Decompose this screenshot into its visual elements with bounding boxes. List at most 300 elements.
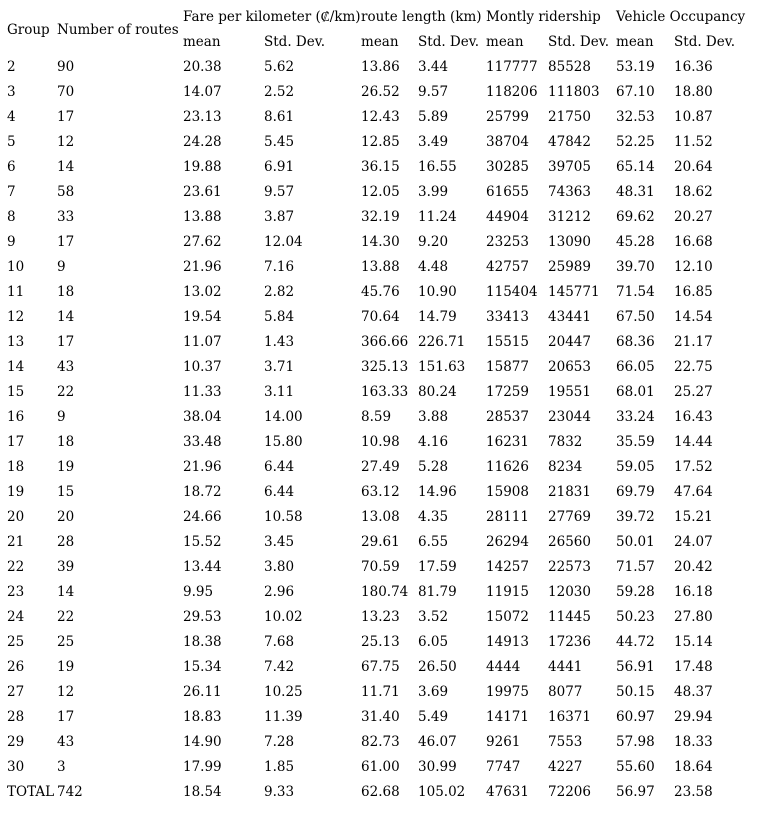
cell-fare-std: 6.91 (264, 159, 295, 175)
cell-occupancy-mean: 68.36 (616, 334, 655, 350)
cell-ridership-mean: 117777 (486, 59, 538, 75)
cell-ridership-mean: 15908 (486, 484, 529, 500)
table-header (0, 5, 760, 55)
cell-routes: 43 (57, 734, 75, 750)
cell-occupancy-std: 10.87 (674, 109, 713, 125)
cell-length-std: 4.48 (418, 259, 449, 275)
cell-fare-mean: 27.62 (183, 234, 222, 250)
cell-fare-mean: 15.34 (183, 659, 222, 675)
subheader-fare-mean: mean (183, 34, 221, 50)
cell-ridership-mean: 25799 (486, 109, 529, 125)
table-row (0, 55, 760, 80)
cell-occupancy-std: 29.94 (674, 709, 713, 725)
cell-length-std: 151.63 (418, 359, 466, 375)
cell-length-mean: 12.85 (361, 134, 400, 150)
cell-length-std: 9.57 (418, 84, 449, 100)
cell-length-std: 14.79 (418, 309, 457, 325)
cell-fare-mean: 20.38 (183, 59, 222, 75)
cell-routes: 9 (57, 409, 66, 425)
table-row (0, 580, 760, 605)
cell-routes: 25 (57, 634, 75, 650)
cell-ridership-std: 7553 (548, 734, 583, 750)
cell-fare-mean: 18.54 (183, 784, 222, 800)
cell-length-mean: 14.30 (361, 234, 400, 250)
cell-occupancy-std: 24.07 (674, 534, 713, 550)
cell-occupancy-std: 47.64 (674, 484, 713, 500)
cell-length-mean: 31.40 (361, 709, 400, 725)
cell-ridership-std: 21831 (548, 484, 591, 500)
table-body (0, 55, 760, 805)
cell-routes: 39 (57, 559, 75, 575)
cell-ridership-std: 85528 (548, 59, 591, 75)
cell-routes: 70 (57, 84, 75, 100)
cell-length-std: 4.35 (418, 509, 449, 525)
cell-ridership-mean: 115404 (486, 284, 538, 300)
cell-fare-std: 1.43 (264, 334, 295, 350)
cell-ridership-std: 4441 (548, 659, 583, 675)
cell-fare-mean: 9.95 (183, 584, 214, 600)
header-vehicle-occupancy: Vehicle Occupancy (616, 9, 746, 25)
cell-group: 2 (7, 59, 16, 75)
cell-routes: 33 (57, 209, 75, 225)
cell-occupancy-mean: 35.59 (616, 434, 655, 450)
cell-group: 10 (7, 259, 25, 275)
cell-group: 30 (7, 759, 25, 775)
cell-ridership-mean: 26294 (486, 534, 529, 550)
cell-occupancy-mean: 59.28 (616, 584, 655, 600)
cell-occupancy-std: 22.75 (674, 359, 713, 375)
cell-group: 24 (7, 609, 25, 625)
cell-length-mean: 180.74 (361, 584, 409, 600)
cell-ridership-std: 8234 (548, 459, 583, 475)
table-row (0, 205, 760, 230)
cell-fare-mean: 24.66 (183, 509, 222, 525)
cell-ridership-std: 26560 (548, 534, 591, 550)
cell-fare-std: 5.45 (264, 134, 295, 150)
cell-fare-mean: 15.52 (183, 534, 222, 550)
cell-fare-std: 3.80 (264, 559, 295, 575)
cell-fare-std: 3.45 (264, 534, 295, 550)
table-row (0, 705, 760, 730)
cell-ridership-std: 20447 (548, 334, 591, 350)
cell-group: 6 (7, 159, 16, 175)
cell-ridership-std: 16371 (548, 709, 591, 725)
cell-occupancy-std: 16.85 (674, 284, 713, 300)
cell-fare-std: 3.71 (264, 359, 295, 375)
cell-length-mean: 62.68 (361, 784, 400, 800)
cell-ridership-std: 23044 (548, 409, 591, 425)
cell-occupancy-std: 15.21 (674, 509, 713, 525)
cell-group: 11 (7, 284, 25, 300)
cell-fare-std: 7.42 (264, 659, 295, 675)
cell-group: 28 (7, 709, 25, 725)
cell-length-mean: 70.64 (361, 309, 400, 325)
cell-occupancy-mean: 55.60 (616, 759, 655, 775)
cell-occupancy-mean: 66.05 (616, 359, 655, 375)
cell-fare-mean: 10.37 (183, 359, 222, 375)
cell-ridership-std: 7832 (548, 434, 583, 450)
cell-length-mean: 8.59 (361, 409, 392, 425)
cell-fare-std: 14.00 (264, 409, 303, 425)
cell-ridership-mean: 42757 (486, 259, 529, 275)
table-row (0, 755, 760, 780)
cell-routes: 20 (57, 509, 75, 525)
cell-fare-std: 5.84 (264, 309, 295, 325)
cell-occupancy-mean: 50.23 (616, 609, 655, 625)
cell-fare-std: 7.16 (264, 259, 295, 275)
table-row (0, 655, 760, 680)
cell-occupancy-mean: 52.25 (616, 134, 655, 150)
cell-occupancy-std: 20.42 (674, 559, 713, 575)
cell-length-std: 6.55 (418, 534, 449, 550)
cell-length-std: 14.96 (418, 484, 457, 500)
cell-length-mean: 325.13 (361, 359, 409, 375)
cell-ridership-mean: 4444 (486, 659, 521, 675)
cell-fare-mean: 23.13 (183, 109, 222, 125)
cell-routes: 742 (57, 784, 83, 800)
cell-fare-mean: 14.07 (183, 84, 222, 100)
cell-length-std: 3.49 (418, 134, 449, 150)
routes-statistics-table (0, 5, 760, 805)
table-row (0, 305, 760, 330)
header-row-top (0, 5, 760, 30)
cell-length-mean: 12.43 (361, 109, 400, 125)
cell-group: 3 (7, 84, 16, 100)
cell-occupancy-std: 14.44 (674, 434, 713, 450)
cell-length-mean: 10.98 (361, 434, 400, 450)
table-row (0, 230, 760, 255)
cell-ridership-std: 111803 (548, 84, 600, 100)
cell-ridership-mean: 44904 (486, 209, 529, 225)
cell-occupancy-std: 23.58 (674, 784, 713, 800)
cell-group: 9 (7, 234, 16, 250)
cell-occupancy-mean: 45.28 (616, 234, 655, 250)
cell-length-mean: 13.23 (361, 609, 400, 625)
cell-ridership-std: 20653 (548, 359, 591, 375)
cell-occupancy-std: 17.48 (674, 659, 713, 675)
cell-group: 16 (7, 409, 25, 425)
cell-fare-std: 6.44 (264, 484, 295, 500)
cell-length-std: 30.99 (418, 759, 457, 775)
header-monthly-ridership: Montly ridership (486, 9, 601, 25)
cell-occupancy-std: 16.43 (674, 409, 713, 425)
cell-length-std: 3.52 (418, 609, 449, 625)
cell-ridership-mean: 15072 (486, 609, 529, 625)
cell-ridership-mean: 11626 (486, 459, 529, 475)
cell-ridership-std: 47842 (548, 134, 591, 150)
cell-length-mean: 163.33 (361, 384, 409, 400)
cell-group: 26 (7, 659, 25, 675)
cell-fare-std: 8.61 (264, 109, 295, 125)
cell-routes: 9 (57, 259, 66, 275)
cell-occupancy-std: 12.10 (674, 259, 713, 275)
cell-ridership-mean: 11915 (486, 584, 529, 600)
header-number-of-routes: Number of routes (57, 21, 179, 38)
cell-ridership-mean: 7747 (486, 759, 521, 775)
cell-occupancy-std: 14.54 (674, 309, 713, 325)
cell-occupancy-std: 20.27 (674, 209, 713, 225)
cell-routes: 22 (57, 609, 75, 625)
cell-occupancy-mean: 33.24 (616, 409, 655, 425)
cell-occupancy-mean: 71.54 (616, 284, 655, 300)
cell-length-std: 26.50 (418, 659, 457, 675)
cell-routes: 58 (57, 184, 75, 200)
cell-group: 18 (7, 459, 25, 475)
cell-length-mean: 25.13 (361, 634, 400, 650)
cell-fare-std: 2.82 (264, 284, 295, 300)
cell-ridership-mean: 23253 (486, 234, 529, 250)
cell-fare-mean: 18.38 (183, 634, 222, 650)
cell-fare-mean: 24.28 (183, 134, 222, 150)
cell-occupancy-mean: 69.62 (616, 209, 655, 225)
cell-fare-std: 12.04 (264, 234, 303, 250)
subheader-ridership-mean: mean (486, 34, 524, 50)
cell-occupancy-mean: 44.72 (616, 634, 655, 650)
cell-fare-std: 10.58 (264, 509, 303, 525)
cell-ridership-mean: 28111 (486, 509, 529, 525)
cell-length-std: 226.71 (418, 334, 466, 350)
cell-length-std: 6.05 (418, 634, 449, 650)
cell-fare-mean: 13.88 (183, 209, 222, 225)
cell-ridership-std: 13090 (548, 234, 591, 250)
cell-fare-std: 7.68 (264, 634, 295, 650)
cell-length-mean: 29.61 (361, 534, 400, 550)
table-row (0, 455, 760, 480)
cell-occupancy-mean: 50.01 (616, 534, 655, 550)
cell-ridership-std: 43441 (548, 309, 591, 325)
subheader-ridership-std: Std. Dev. (548, 34, 610, 50)
table-row (0, 80, 760, 105)
cell-fare-mean: 23.61 (183, 184, 222, 200)
cell-fare-std: 2.52 (264, 84, 295, 100)
cell-ridership-mean: 15515 (486, 334, 529, 350)
cell-routes: 17 (57, 709, 75, 725)
cell-group: 27 (7, 684, 25, 700)
cell-occupancy-mean: 67.50 (616, 309, 655, 325)
cell-group: 25 (7, 634, 25, 650)
cell-group: 22 (7, 559, 25, 575)
cell-ridership-mean: 33413 (486, 309, 529, 325)
cell-occupancy-std: 48.37 (674, 684, 713, 700)
cell-routes: 15 (57, 484, 75, 500)
cell-length-mean: 13.86 (361, 59, 400, 75)
cell-length-mean: 36.15 (361, 159, 400, 175)
cell-ridership-mean: 19975 (486, 684, 529, 700)
cell-ridership-mean: 15877 (486, 359, 529, 375)
cell-fare-mean: 29.53 (183, 609, 222, 625)
cell-routes: 17 (57, 109, 75, 125)
cell-routes: 19 (57, 659, 75, 675)
cell-group: 12 (7, 309, 25, 325)
subheader-occupancy-std: Std. Dev. (674, 34, 736, 50)
table-row (0, 780, 760, 805)
cell-fare-mean: 13.44 (183, 559, 222, 575)
cell-group: 17 (7, 434, 25, 450)
cell-ridership-mean: 61655 (486, 184, 529, 200)
cell-routes: 17 (57, 334, 75, 350)
cell-routes: 22 (57, 384, 75, 400)
cell-group: 29 (7, 734, 25, 750)
cell-routes: 12 (57, 684, 75, 700)
cell-length-mean: 366.66 (361, 334, 409, 350)
table-row (0, 155, 760, 180)
cell-occupancy-mean: 53.19 (616, 59, 655, 75)
cell-ridership-mean: 14171 (486, 709, 529, 725)
table-row (0, 405, 760, 430)
cell-length-std: 3.99 (418, 184, 449, 200)
cell-occupancy-std: 20.64 (674, 159, 713, 175)
cell-group: 7 (7, 184, 16, 200)
cell-ridership-std: 74363 (548, 184, 591, 200)
cell-length-std: 5.49 (418, 709, 449, 725)
cell-routes: 18 (57, 284, 75, 300)
cell-occupancy-std: 18.80 (674, 84, 713, 100)
cell-group: 8 (7, 209, 16, 225)
cell-occupancy-mean: 68.01 (616, 384, 655, 400)
cell-ridership-mean: 28537 (486, 409, 529, 425)
table-row (0, 430, 760, 455)
cell-length-mean: 27.49 (361, 459, 400, 475)
cell-ridership-mean: 16231 (486, 434, 529, 450)
cell-ridership-mean: 14913 (486, 634, 529, 650)
cell-ridership-std: 11445 (548, 609, 591, 625)
subheader-occupancy-mean: mean (616, 34, 654, 50)
cell-fare-std: 3.11 (264, 384, 295, 400)
cell-fare-mean: 11.07 (183, 334, 222, 350)
cell-ridership-std: 31212 (548, 209, 591, 225)
cell-fare-std: 9.33 (264, 784, 295, 800)
cell-fare-std: 3.87 (264, 209, 295, 225)
cell-ridership-std: 17236 (548, 634, 591, 650)
cell-length-std: 10.90 (418, 284, 457, 300)
cell-fare-std: 9.57 (264, 184, 295, 200)
cell-fare-mean: 19.88 (183, 159, 222, 175)
cell-ridership-mean: 38704 (486, 134, 529, 150)
cell-routes: 12 (57, 134, 75, 150)
cell-occupancy-std: 18.33 (674, 734, 713, 750)
cell-group: 13 (7, 334, 25, 350)
cell-occupancy-std: 18.62 (674, 184, 713, 200)
cell-fare-mean: 18.72 (183, 484, 222, 500)
cell-routes: 28 (57, 534, 75, 550)
cell-ridership-mean: 17259 (486, 384, 529, 400)
cell-length-mean: 82.73 (361, 734, 400, 750)
subheader-length-std: Std. Dev. (418, 34, 480, 50)
cell-occupancy-mean: 39.72 (616, 509, 655, 525)
cell-length-mean: 13.08 (361, 509, 400, 525)
cell-length-std: 5.28 (418, 459, 449, 475)
cell-occupancy-std: 25.27 (674, 384, 713, 400)
cell-fare-mean: 13.02 (183, 284, 222, 300)
cell-fare-std: 11.39 (264, 709, 303, 725)
cell-ridership-std: 22573 (548, 559, 591, 575)
cell-ridership-std: 21750 (548, 109, 591, 125)
cell-fare-mean: 17.99 (183, 759, 222, 775)
table-row (0, 330, 760, 355)
cell-ridership-std: 12030 (548, 584, 591, 600)
cell-ridership-mean: 9261 (486, 734, 521, 750)
cell-length-mean: 70.59 (361, 559, 400, 575)
cell-occupancy-std: 27.80 (674, 609, 713, 625)
cell-length-std: 5.89 (418, 109, 449, 125)
cell-length-mean: 11.71 (361, 684, 400, 700)
cell-ridership-mean: 47631 (486, 784, 529, 800)
cell-group: 14 (7, 359, 25, 375)
cell-group: 23 (7, 584, 25, 600)
cell-fare-std: 7.28 (264, 734, 295, 750)
cell-occupancy-mean: 50.15 (616, 684, 655, 700)
cell-length-std: 80.24 (418, 384, 457, 400)
table-row (0, 105, 760, 130)
cell-length-std: 17.59 (418, 559, 457, 575)
cell-routes: 3 (57, 759, 66, 775)
cell-length-std: 3.44 (418, 59, 449, 75)
cell-occupancy-std: 16.68 (674, 234, 713, 250)
cell-fare-mean: 11.33 (183, 384, 222, 400)
cell-length-std: 105.02 (418, 784, 466, 800)
cell-length-mean: 26.52 (361, 84, 400, 100)
cell-routes: 14 (57, 159, 75, 175)
cell-fare-std: 5.62 (264, 59, 295, 75)
cell-ridership-std: 8077 (548, 684, 583, 700)
cell-occupancy-mean: 69.79 (616, 484, 655, 500)
cell-occupancy-mean: 39.70 (616, 259, 655, 275)
cell-group: 15 (7, 384, 25, 400)
cell-routes: 43 (57, 359, 75, 375)
cell-length-std: 3.88 (418, 409, 449, 425)
cell-length-mean: 67.75 (361, 659, 400, 675)
cell-routes: 14 (57, 309, 75, 325)
cell-group: 20 (7, 509, 25, 525)
cell-fare-std: 10.02 (264, 609, 303, 625)
cell-length-mean: 45.76 (361, 284, 400, 300)
cell-routes: 19 (57, 459, 75, 475)
header-route-length: route length (km) (361, 9, 482, 25)
cell-ridership-std: 4227 (548, 759, 583, 775)
cell-ridership-mean: 14257 (486, 559, 529, 575)
cell-fare-mean: 21.96 (183, 259, 222, 275)
cell-length-std: 11.24 (418, 209, 457, 225)
cell-occupancy-mean: 60.97 (616, 709, 655, 725)
cell-ridership-std: 19551 (548, 384, 591, 400)
cell-ridership-std: 39705 (548, 159, 591, 175)
cell-length-mean: 12.05 (361, 184, 400, 200)
cell-occupancy-std: 18.64 (674, 759, 713, 775)
cell-fare-mean: 26.11 (183, 684, 222, 700)
cell-length-std: 4.16 (418, 434, 449, 450)
cell-fare-mean: 38.04 (183, 409, 222, 425)
table-row (0, 555, 760, 580)
cell-ridership-std: 25989 (548, 259, 591, 275)
cell-occupancy-std: 17.52 (674, 459, 713, 475)
cell-routes: 90 (57, 59, 75, 75)
table-row (0, 480, 760, 505)
table-row (0, 180, 760, 205)
cell-length-std: 3.69 (418, 684, 449, 700)
cell-ridership-std: 145771 (548, 284, 600, 300)
cell-length-std: 46.07 (418, 734, 457, 750)
table-row (0, 355, 760, 380)
cell-length-std: 16.55 (418, 159, 457, 175)
cell-fare-std: 6.44 (264, 459, 295, 475)
header-fare-per-km: Fare per kilometer (₡/km) (183, 9, 361, 25)
cell-ridership-std: 27769 (548, 509, 591, 525)
table-row (0, 630, 760, 655)
cell-fare-mean: 21.96 (183, 459, 222, 475)
cell-occupancy-std: 16.36 (674, 59, 713, 75)
cell-occupancy-std: 11.52 (674, 134, 713, 150)
cell-length-mean: 63.12 (361, 484, 400, 500)
